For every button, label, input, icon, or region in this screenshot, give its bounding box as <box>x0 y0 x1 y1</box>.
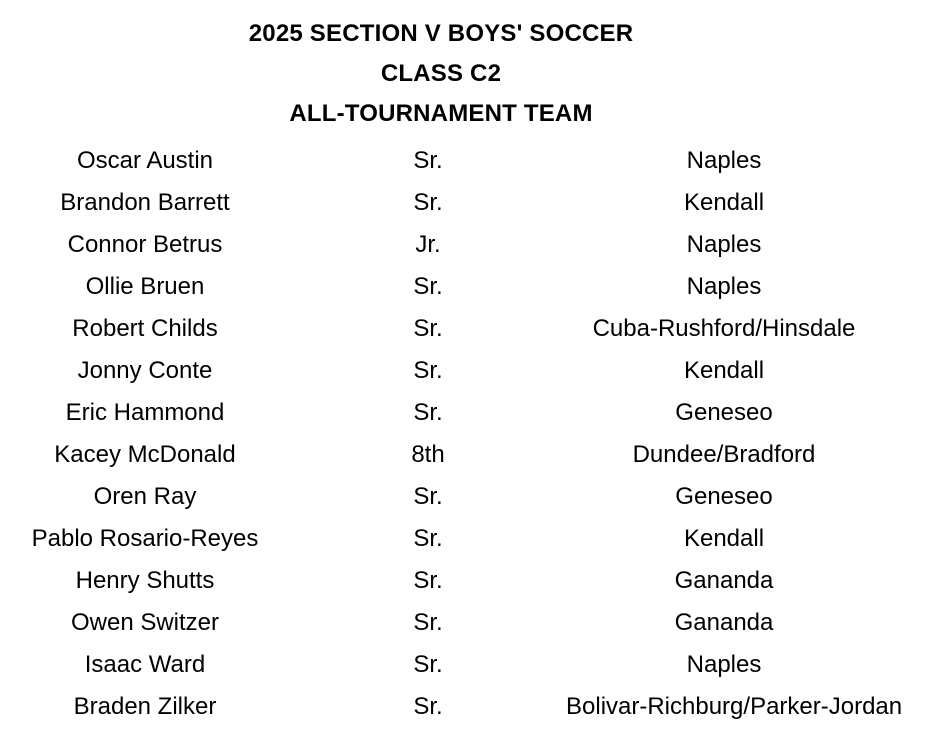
player-school-cell: Naples <box>686 651 762 678</box>
player-grade-cell: Sr. <box>413 693 443 720</box>
player-grade-cell: Sr. <box>413 357 443 384</box>
player-grade-cell: Jr. <box>415 231 441 258</box>
player-school-cell: Naples <box>686 231 762 258</box>
table-row <box>0 224 882 266</box>
player-school-cell: Naples <box>686 273 762 300</box>
player-grade-cell: Sr. <box>413 273 443 300</box>
table-row <box>0 686 882 728</box>
player-grade-cell: Sr. <box>413 567 443 594</box>
player-name-cell: Owen Switzer <box>70 609 220 636</box>
player-grade-cell: Sr. <box>413 651 443 678</box>
player-school-cell: Geneseo <box>675 399 773 426</box>
player-grade-cell: Sr. <box>413 399 443 426</box>
table-row <box>0 602 882 644</box>
player-grade-cell: Sr. <box>413 189 443 216</box>
player-name-cell: Jonny Conte <box>77 357 213 384</box>
table-row <box>0 140 882 182</box>
player-name-cell: Pablo Rosario-Reyes <box>31 525 259 552</box>
roster-table <box>0 140 903 728</box>
player-name-cell: Kacey McDonald <box>54 441 236 468</box>
player-school-cell: Dundee/Bradford <box>632 441 816 468</box>
player-grade-cell: 8th <box>411 441 445 468</box>
player-grade-cell: Sr. <box>413 609 443 636</box>
player-name-cell: Henry Shutts <box>75 567 215 594</box>
table-row <box>0 182 882 224</box>
player-name-cell: Robert Childs <box>72 315 218 342</box>
player-name-cell: Ollie Bruen <box>85 273 205 300</box>
player-name-cell: Oren Ray <box>93 483 197 510</box>
player-school-cell: Kendall <box>683 525 765 552</box>
player-name-cell: Brandon Barrett <box>60 189 230 216</box>
table-row <box>0 560 882 602</box>
player-name-cell: Oscar Austin <box>76 147 214 174</box>
player-school-cell: Gananda <box>674 567 774 594</box>
player-grade-cell: Sr. <box>413 483 443 510</box>
player-school-cell: Bolivar-Richburg/Parker-Jordan <box>566 693 903 720</box>
table-row <box>0 266 882 308</box>
player-school-cell: Kendall <box>683 189 765 216</box>
player-school-cell: Gananda <box>674 609 774 636</box>
title-class: CLASS C2 <box>380 60 502 87</box>
player-name-cell: Isaac Ward <box>84 651 206 678</box>
roster-table-body <box>0 140 903 728</box>
player-school-cell: Kendall <box>683 357 765 384</box>
table-row <box>0 392 882 434</box>
player-school-cell: Geneseo <box>675 483 773 510</box>
player-grade-cell: Sr. <box>413 315 443 342</box>
table-row <box>0 518 882 560</box>
table-row <box>0 434 882 476</box>
player-grade-cell: Sr. <box>413 525 443 552</box>
table-row <box>0 476 882 518</box>
player-name-cell: Braden Zilker <box>73 693 217 720</box>
title-team: ALL-TOURNAMENT TEAM <box>289 100 593 127</box>
table-row <box>0 350 882 392</box>
player-school-cell: Naples <box>686 147 762 174</box>
document-header <box>0 0 882 134</box>
player-name-cell: Eric Hammond <box>65 399 225 426</box>
player-name-cell: Connor Betrus <box>67 231 223 258</box>
player-school-cell: Cuba-Rushford/Hinsdale <box>592 315 856 342</box>
table-row <box>0 644 882 686</box>
player-grade-cell: Sr. <box>413 147 443 174</box>
table-row <box>0 308 882 350</box>
title-season-sport: 2025 SECTION V BOYS' SOCCER <box>248 20 634 47</box>
